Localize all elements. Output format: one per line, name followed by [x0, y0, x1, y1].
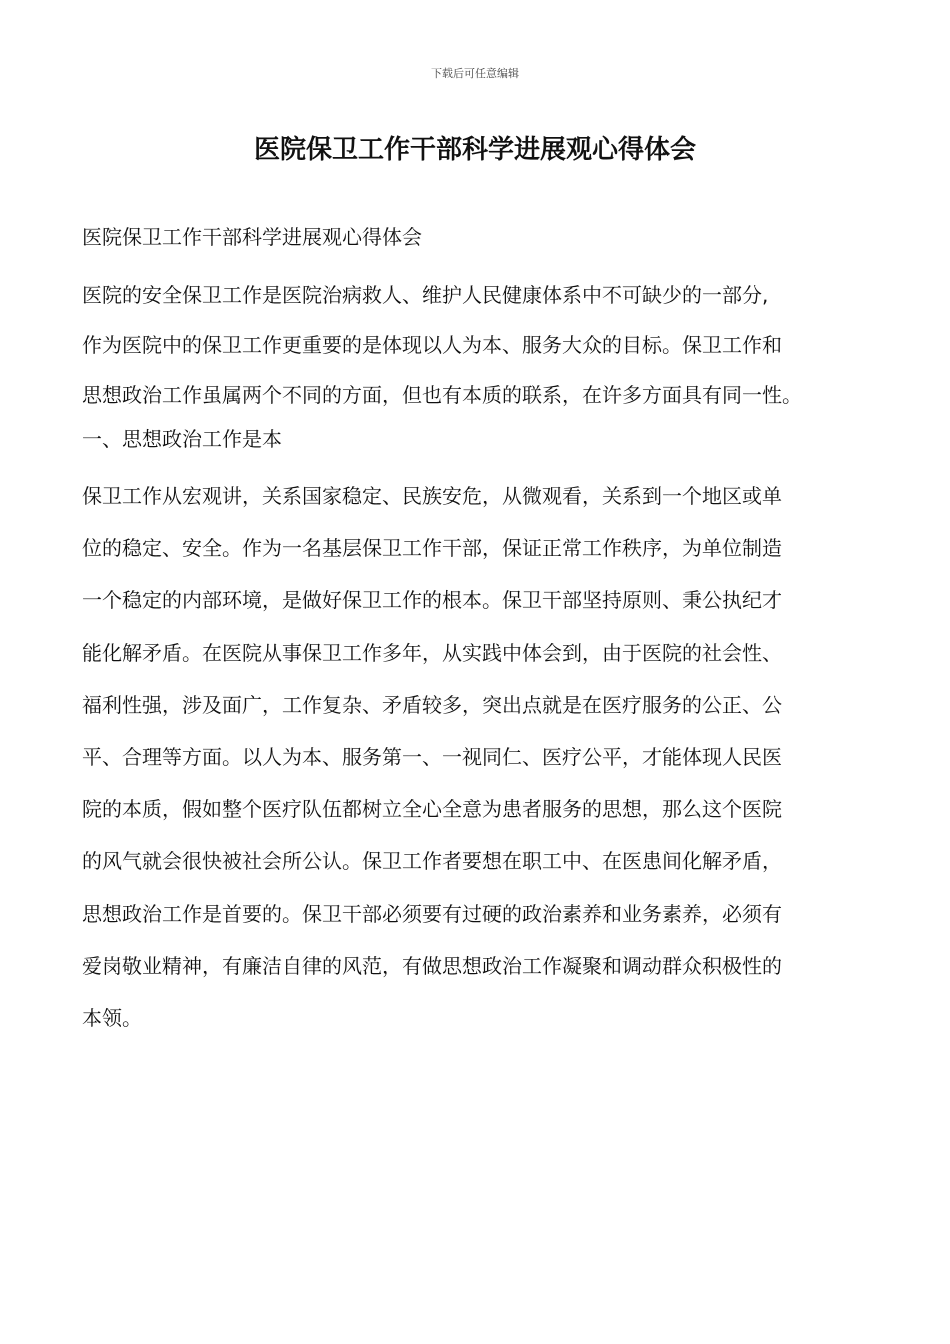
paragraph-line: 位的稳定、安全。作为一名基层保卫工作干部，保证正常工作秩序，为单位制造	[82, 536, 782, 561]
paragraph-1	[82, 265, 872, 425]
section-heading: 一、思想政治工作是本	[82, 427, 282, 451]
paragraph-line: 本领。	[82, 1006, 142, 1031]
paragraph-line: 福利性强，涉及面广，工作复杂、矛盾较多，突出点就是在医疗服务的公正、公	[82, 692, 782, 717]
paragraph-line: 医院的安全保卫工作是医院治病救人、维护人民健康体系中不可缺少的一部分,	[82, 283, 769, 307]
paragraph-line: 院的本质，假如整个医疗队伍都树立全心全意为患者服务的思想，那么这个医院	[82, 797, 782, 822]
document-body	[82, 217, 872, 1049]
paragraph-line: 思想政治工作虽属两个不同的方面，但也有本质的联系，在许多方面具有同一性。	[82, 383, 802, 407]
document-title: 医院保卫工作干部科学进展观心得体会	[253, 135, 696, 165]
paragraph-line: 爱岗敬业精神，有廉洁自律的风范，有做思想政治工作凝聚和调动群众积极性的	[82, 953, 782, 978]
paragraph-line: 平、合理等方面。以人为本、服务第一、一视同仁、医疗公平，才能体现人民医	[82, 745, 782, 770]
paragraph-line: 保卫工作从宏观讲，关系国家稳定、民族安危，从微观看，关系到一个地区或单	[82, 484, 782, 508]
header-note: 下载后可任意编辑	[431, 67, 519, 80]
paragraph-line: 能化解矛盾。在医院从事保卫工作多年，从实践中体会到，由于医院的社会性、	[82, 640, 782, 665]
document-subtitle: 医院保卫工作干部科学进展观心得体会	[82, 225, 422, 249]
paragraph-line: 思想政治工作是首要的。保卫干部必须要有过硬的政治素养和业务素养，必须有	[82, 901, 782, 926]
paragraph-2	[82, 465, 872, 1049]
paragraph-line: 的风气就会很快被社会所公认。保卫工作者要想在职工中、在医患间化解矛盾，	[82, 849, 782, 874]
paragraph-line: 作为医院中的保卫工作更重要的是体现以人为本、服务大众的目标。保卫工作和	[82, 333, 782, 357]
paragraph-line: 一个稳定的内部环境，是做好保卫工作的根本。保卫干部坚持原则、秉公执纪才	[82, 588, 782, 613]
